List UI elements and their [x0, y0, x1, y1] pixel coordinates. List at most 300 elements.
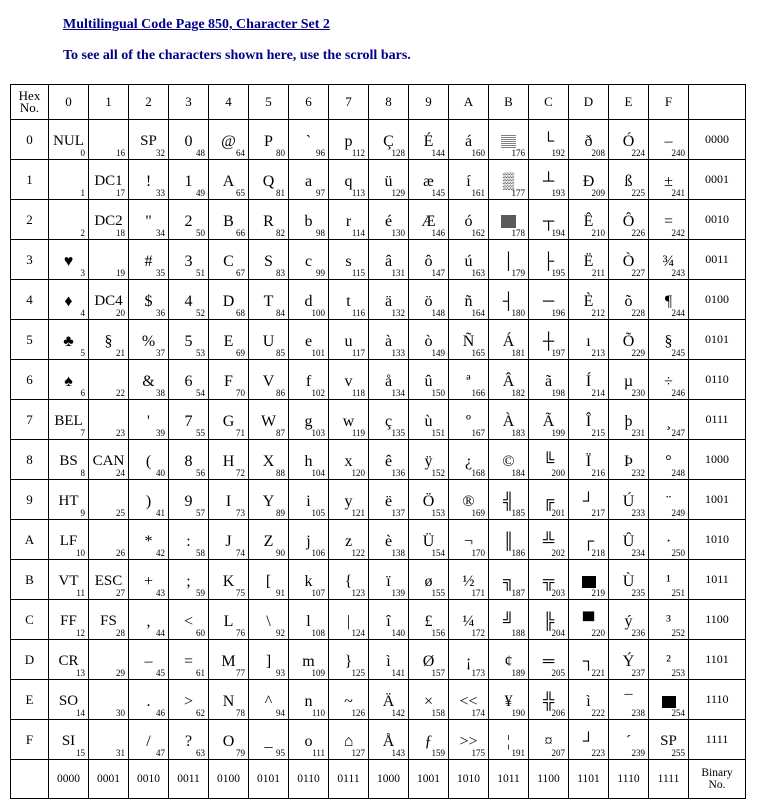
- char-glyph: m: [302, 652, 315, 670]
- char-cell: [409, 600, 449, 640]
- char-cell: [209, 280, 249, 320]
- column-header-7: 7: [329, 85, 369, 120]
- column-binary-header: 1001: [409, 760, 449, 799]
- char-decimal-value: 176: [511, 148, 525, 158]
- char-decimal-value: 54: [196, 388, 205, 398]
- row-header-0: 0: [11, 120, 49, 160]
- char-decimal-value: 185: [511, 508, 525, 518]
- char-cell: [329, 160, 369, 200]
- char-glyph: [89, 653, 128, 670]
- char-cell: [649, 440, 689, 480]
- char-cell: [369, 480, 409, 520]
- char-cell: [609, 680, 649, 720]
- char-glyph: 4: [184, 292, 193, 310]
- column-binary-header: 0111: [329, 760, 369, 799]
- char-glyph: [89, 493, 128, 510]
- char-decimal-value: 228: [631, 308, 645, 318]
- char-cell: [289, 360, 329, 400]
- char-cell: [369, 600, 409, 640]
- char-cell: [649, 280, 689, 320]
- char-cell: [49, 280, 89, 320]
- char-decimal-value: 69: [236, 348, 245, 358]
- table-row: [11, 480, 746, 520]
- char-cell: [409, 160, 449, 200]
- char-decimal-value: 95: [276, 748, 285, 758]
- char-cell: [249, 240, 289, 280]
- row-header-b: B: [11, 560, 49, 600]
- char-cell: [89, 720, 129, 760]
- char-cell: [249, 120, 289, 160]
- char-cell: [569, 480, 609, 520]
- char-glyph: ®: [462, 492, 475, 510]
- char-decimal-value: 245: [671, 348, 685, 358]
- char-cell: [249, 400, 289, 440]
- char-glyph: NUL: [53, 132, 84, 149]
- char-cell: [49, 720, 89, 760]
- char-cell: [209, 640, 249, 680]
- char-glyph: d: [304, 292, 313, 310]
- char-decimal-value: 57: [196, 508, 205, 518]
- char-decimal-value: 148: [431, 308, 445, 318]
- char-glyph: –: [144, 652, 153, 670]
- char-cell: [609, 440, 649, 480]
- char-cell: [609, 640, 649, 680]
- table-row: [11, 200, 746, 240]
- char-decimal-value: 67: [236, 268, 245, 278]
- char-glyph: Î: [585, 412, 592, 430]
- char-glyph: ─: [542, 292, 555, 310]
- char-glyph: ┼: [542, 332, 555, 350]
- char-cell: [49, 600, 89, 640]
- char-decimal-value: 37: [156, 348, 165, 358]
- char-glyph: ñ: [464, 292, 473, 310]
- char-glyph: W: [260, 412, 277, 430]
- char-cell: [449, 680, 489, 720]
- char-decimal-value: 25: [116, 508, 125, 518]
- char-glyph: ƒ: [424, 732, 433, 750]
- binary-no-label: [689, 760, 746, 799]
- char-glyph: =: [663, 212, 674, 230]
- char-cell: [569, 360, 609, 400]
- char-decimal-value: 128: [391, 148, 405, 158]
- char-cell: [489, 440, 529, 480]
- char-decimal-value: 130: [391, 228, 405, 238]
- char-cell: [529, 240, 569, 280]
- char-decimal-value: 117: [351, 348, 365, 358]
- char-cell: [569, 280, 609, 320]
- char-glyph: x: [344, 452, 353, 470]
- header-corner-blank: [689, 85, 746, 120]
- char-cell: [489, 520, 529, 560]
- char-glyph: ¤: [544, 732, 553, 750]
- char-glyph: /: [146, 732, 151, 750]
- char-glyph: Ï: [585, 452, 592, 470]
- char-decimal-value: 2: [80, 228, 85, 238]
- char-decimal-value: 187: [511, 588, 525, 598]
- char-decimal-value: 146: [431, 228, 445, 238]
- char-decimal-value: 89: [276, 508, 285, 518]
- char-cell: [449, 720, 489, 760]
- char-cell: [169, 240, 209, 280]
- char-cell: [409, 680, 449, 720]
- char-decimal-value: 19: [116, 268, 125, 278]
- char-glyph: Ç: [383, 132, 394, 150]
- char-cell: [369, 560, 409, 600]
- char-decimal-value: 74: [236, 548, 245, 558]
- char-glyph: ª: [466, 372, 471, 390]
- char-decimal-value: 15: [76, 748, 85, 758]
- char-decimal-value: 125: [351, 668, 365, 678]
- char-cell: [49, 640, 89, 680]
- column-header-d: D: [569, 85, 609, 120]
- char-glyph: ç: [384, 412, 393, 430]
- char-cell: [169, 440, 209, 480]
- char-cell: [449, 560, 489, 600]
- char-glyph: ?: [184, 732, 193, 750]
- char-cell: [169, 600, 209, 640]
- char-decimal-value: 200: [551, 468, 565, 478]
- char-glyph: O: [222, 732, 235, 750]
- char-glyph: º: [466, 412, 471, 430]
- char-decimal-value: 32: [156, 148, 165, 158]
- char-cell: [409, 200, 449, 240]
- char-cell: [89, 240, 129, 280]
- char-glyph: ï: [386, 572, 391, 590]
- char-decimal-value: 231: [631, 428, 645, 438]
- char-decimal-value: 98: [316, 228, 325, 238]
- char-cell: [609, 520, 649, 560]
- char-glyph: Ý: [622, 652, 635, 670]
- char-decimal-value: 5: [80, 348, 85, 358]
- char-cell: [329, 560, 369, 600]
- char-cell: [289, 640, 329, 680]
- char-decimal-value: 138: [391, 548, 405, 558]
- char-decimal-value: 153: [431, 508, 445, 518]
- char-decimal-value: 81: [276, 188, 285, 198]
- char-glyph: g: [304, 412, 313, 430]
- row-header-d: D: [11, 640, 49, 680]
- char-glyph: o: [304, 732, 313, 750]
- char-glyph: Ö: [422, 492, 435, 510]
- char-decimal-value: 102: [311, 388, 325, 398]
- row-binary-value: 0001: [689, 160, 746, 200]
- char-glyph: 8: [184, 452, 193, 470]
- char-cell: [329, 200, 369, 240]
- char-cell: [489, 720, 529, 760]
- char-glyph: i: [306, 492, 311, 510]
- char-glyph: ┌: [582, 532, 595, 550]
- char-cell: [649, 680, 689, 720]
- char-decimal-value: 127: [351, 748, 365, 758]
- table-row: [11, 600, 746, 640]
- char-glyph: {: [344, 572, 353, 590]
- char-glyph: V: [262, 372, 275, 390]
- char-cell: [249, 640, 289, 680]
- row-header-4: 4: [11, 280, 49, 320]
- char-glyph: Ê: [583, 212, 594, 230]
- char-decimal-value: 218: [591, 548, 605, 558]
- char-glyph: B: [223, 212, 234, 230]
- char-cell: [449, 200, 489, 240]
- char-glyph: ý: [624, 612, 633, 630]
- char-decimal-value: 181: [511, 348, 525, 358]
- char-cell: [89, 480, 129, 520]
- char-decimal-value: 240: [671, 148, 685, 158]
- char-cell: [609, 720, 649, 760]
- char-decimal-value: 191: [511, 748, 525, 758]
- char-cell: [169, 680, 209, 720]
- char-glyph: –: [664, 132, 673, 150]
- code-page-table: [10, 84, 746, 799]
- char-cell: [369, 400, 409, 440]
- char-decimal-value: 207: [551, 748, 565, 758]
- char-cell: [409, 720, 449, 760]
- char-decimal-value: 254: [671, 708, 685, 718]
- char-glyph: r: [345, 212, 352, 230]
- char-glyph: Õ: [622, 332, 635, 350]
- char-cell: [89, 680, 129, 720]
- char-glyph: Ð: [582, 172, 595, 190]
- row-binary-value: 1000: [689, 440, 746, 480]
- char-glyph: ]: [265, 652, 272, 670]
- char-decimal-value: 190: [511, 708, 525, 718]
- char-cell: [369, 240, 409, 280]
- char-glyph: X: [262, 452, 275, 470]
- char-cell: [169, 320, 209, 360]
- char-glyph: ¾: [662, 252, 675, 270]
- char-cell: [89, 440, 129, 480]
- char-glyph: q: [344, 172, 353, 190]
- char-glyph: ı: [586, 332, 591, 350]
- char-cell: [489, 360, 529, 400]
- char-decimal-value: 62: [196, 708, 205, 718]
- char-decimal-value: 147: [431, 268, 445, 278]
- full-block-icon: [582, 576, 596, 588]
- char-decimal-value: 3: [80, 268, 85, 278]
- char-cell: [649, 320, 689, 360]
- table-footer-row: [11, 760, 746, 799]
- char-cell: [169, 200, 209, 240]
- char-cell: [209, 160, 249, 200]
- column-header-a: A: [449, 85, 489, 120]
- table-row: [11, 640, 746, 680]
- char-decimal-value: 59: [196, 588, 205, 598]
- row-binary-value: 1100: [689, 600, 746, 640]
- char-decimal-value: 123: [351, 588, 365, 598]
- char-glyph: £: [424, 612, 433, 630]
- char-cell: [169, 520, 209, 560]
- char-decimal-value: 83: [276, 268, 285, 278]
- char-glyph: Æ: [421, 212, 436, 230]
- char-decimal-value: 158: [431, 708, 445, 718]
- char-cell: [489, 320, 529, 360]
- table-row: [11, 360, 746, 400]
- char-cell: [249, 720, 289, 760]
- row-header-9: 9: [11, 480, 49, 520]
- char-cell: [649, 200, 689, 240]
- char-cell: [329, 400, 369, 440]
- column-binary-header: 1101: [569, 760, 609, 799]
- char-glyph: └: [542, 132, 555, 150]
- char-decimal-value: 157: [431, 668, 445, 678]
- column-header-0: 0: [49, 85, 89, 120]
- char-cell: [649, 600, 689, 640]
- char-glyph: 0: [184, 132, 193, 150]
- char-decimal-value: 34: [156, 228, 165, 238]
- char-decimal-value: 87: [276, 428, 285, 438]
- char-decimal-value: 189: [511, 668, 525, 678]
- char-glyph: z: [344, 532, 353, 550]
- char-decimal-value: 129: [391, 188, 405, 198]
- char-decimal-value: 140: [391, 628, 405, 638]
- char-glyph: ": [145, 212, 152, 230]
- char-glyph: ╝: [502, 612, 515, 630]
- char-glyph: ë: [384, 492, 393, 510]
- char-glyph: C: [223, 252, 234, 270]
- char-decimal-value: 118: [351, 388, 365, 398]
- char-decimal-value: 186: [511, 548, 525, 558]
- char-cell: [209, 440, 249, 480]
- char-decimal-value: 253: [671, 668, 685, 678]
- char-cell: [489, 120, 529, 160]
- char-decimal-value: 210: [591, 228, 605, 238]
- char-glyph: [89, 253, 128, 270]
- char-glyph: FF: [60, 612, 77, 629]
- row-binary-value: 1010: [689, 520, 746, 560]
- char-decimal-value: 110: [311, 708, 325, 718]
- char-cell: [209, 720, 249, 760]
- char-decimal-value: 72: [236, 468, 245, 478]
- char-glyph: é: [384, 212, 393, 230]
- column-binary-header: 1110: [609, 760, 649, 799]
- char-cell: [529, 480, 569, 520]
- char-glyph: Å: [382, 732, 395, 750]
- column-binary-header: 0110: [289, 760, 329, 799]
- char-cell: [49, 440, 89, 480]
- char-glyph: [49, 213, 88, 230]
- row-binary-value: 1101: [689, 640, 746, 680]
- char-cell: [289, 480, 329, 520]
- char-glyph: Q: [262, 172, 275, 190]
- char-glyph: [89, 133, 128, 150]
- char-cell: [449, 120, 489, 160]
- char-decimal-value: 160: [471, 148, 485, 158]
- char-cell: [89, 520, 129, 560]
- char-cell: [249, 320, 289, 360]
- char-glyph: b: [304, 212, 313, 230]
- char-decimal-value: 86: [276, 388, 285, 398]
- char-decimal-value: 113: [351, 188, 365, 198]
- column-binary-header: 0000: [49, 760, 89, 799]
- char-glyph: Â: [502, 372, 515, 390]
- row-header-3: 3: [11, 240, 49, 280]
- row-binary-value: 0000: [689, 120, 746, 160]
- char-cell: [529, 520, 569, 560]
- char-decimal-value: 56: [196, 468, 205, 478]
- char-glyph: @: [221, 132, 236, 150]
- char-decimal-value: 7: [80, 428, 85, 438]
- char-glyph: a: [304, 172, 313, 190]
- char-decimal-value: 220: [591, 628, 605, 638]
- char-cell: [409, 400, 449, 440]
- char-cell: [249, 480, 289, 520]
- row-binary-value: 1111: [689, 720, 746, 760]
- binary-no-label-line1: Binary: [701, 767, 733, 779]
- char-glyph: |: [346, 612, 351, 630]
- char-glyph: SP: [140, 132, 157, 149]
- char-decimal-value: 169: [471, 508, 485, 518]
- char-decimal-value: 198: [551, 388, 565, 398]
- char-decimal-value: 223: [591, 748, 605, 758]
- char-decimal-value: 226: [631, 228, 645, 238]
- char-cell: [209, 480, 249, 520]
- char-decimal-value: 175: [471, 748, 485, 758]
- char-cell: [289, 560, 329, 600]
- char-glyph: Í: [585, 372, 592, 390]
- char-decimal-value: 136: [391, 468, 405, 478]
- char-cell: [489, 560, 529, 600]
- char-decimal-value: 199: [551, 428, 565, 438]
- char-cell: [49, 240, 89, 280]
- char-glyph: à: [384, 332, 393, 350]
- char-decimal-value: 114: [351, 228, 365, 238]
- char-cell: [369, 640, 409, 680]
- table-row: [11, 400, 746, 440]
- char-cell: [209, 120, 249, 160]
- char-decimal-value: 0: [80, 148, 85, 158]
- char-glyph: ╚: [542, 452, 555, 470]
- char-glyph: M: [221, 652, 236, 670]
- char-decimal-value: 206: [551, 708, 565, 718]
- char-cell: [649, 240, 689, 280]
- char-glyph: ¨: [665, 492, 672, 510]
- char-decimal-value: 64: [236, 148, 245, 158]
- char-glyph: ♦: [64, 292, 73, 310]
- char-decimal-value: 236: [631, 628, 645, 638]
- char-glyph: >: [183, 692, 194, 710]
- char-decimal-value: 164: [471, 308, 485, 318]
- char-glyph: p: [344, 132, 353, 150]
- char-decimal-value: 100: [311, 308, 325, 318]
- char-cell: [649, 560, 689, 600]
- char-glyph: ¢: [504, 652, 513, 670]
- char-decimal-value: 211: [591, 268, 605, 278]
- char-decimal-value: 180: [511, 308, 525, 318]
- table-row: [11, 560, 746, 600]
- char-cell: [249, 360, 289, 400]
- char-decimal-value: 46: [156, 708, 165, 718]
- char-glyph: Ü: [422, 532, 435, 550]
- char-cell: [169, 160, 209, 200]
- char-glyph: Y: [262, 492, 275, 510]
- char-decimal-value: 202: [551, 548, 565, 558]
- char-decimal-value: 139: [391, 588, 405, 598]
- char-decimal-value: 184: [511, 468, 525, 478]
- char-decimal-value: 11: [76, 588, 85, 598]
- char-glyph: °: [665, 452, 672, 470]
- row-header-7: 7: [11, 400, 49, 440]
- char-glyph: þ: [624, 412, 633, 430]
- char-decimal-value: 43: [156, 588, 165, 598]
- column-header-2: 2: [129, 85, 169, 120]
- char-glyph: y: [344, 492, 353, 510]
- char-decimal-value: 35: [156, 268, 165, 278]
- char-cell: [489, 240, 529, 280]
- char-decimal-value: 101: [311, 348, 325, 358]
- char-decimal-value: 208: [591, 148, 605, 158]
- char-decimal-value: 73: [236, 508, 245, 518]
- row-binary-value: 1011: [689, 560, 746, 600]
